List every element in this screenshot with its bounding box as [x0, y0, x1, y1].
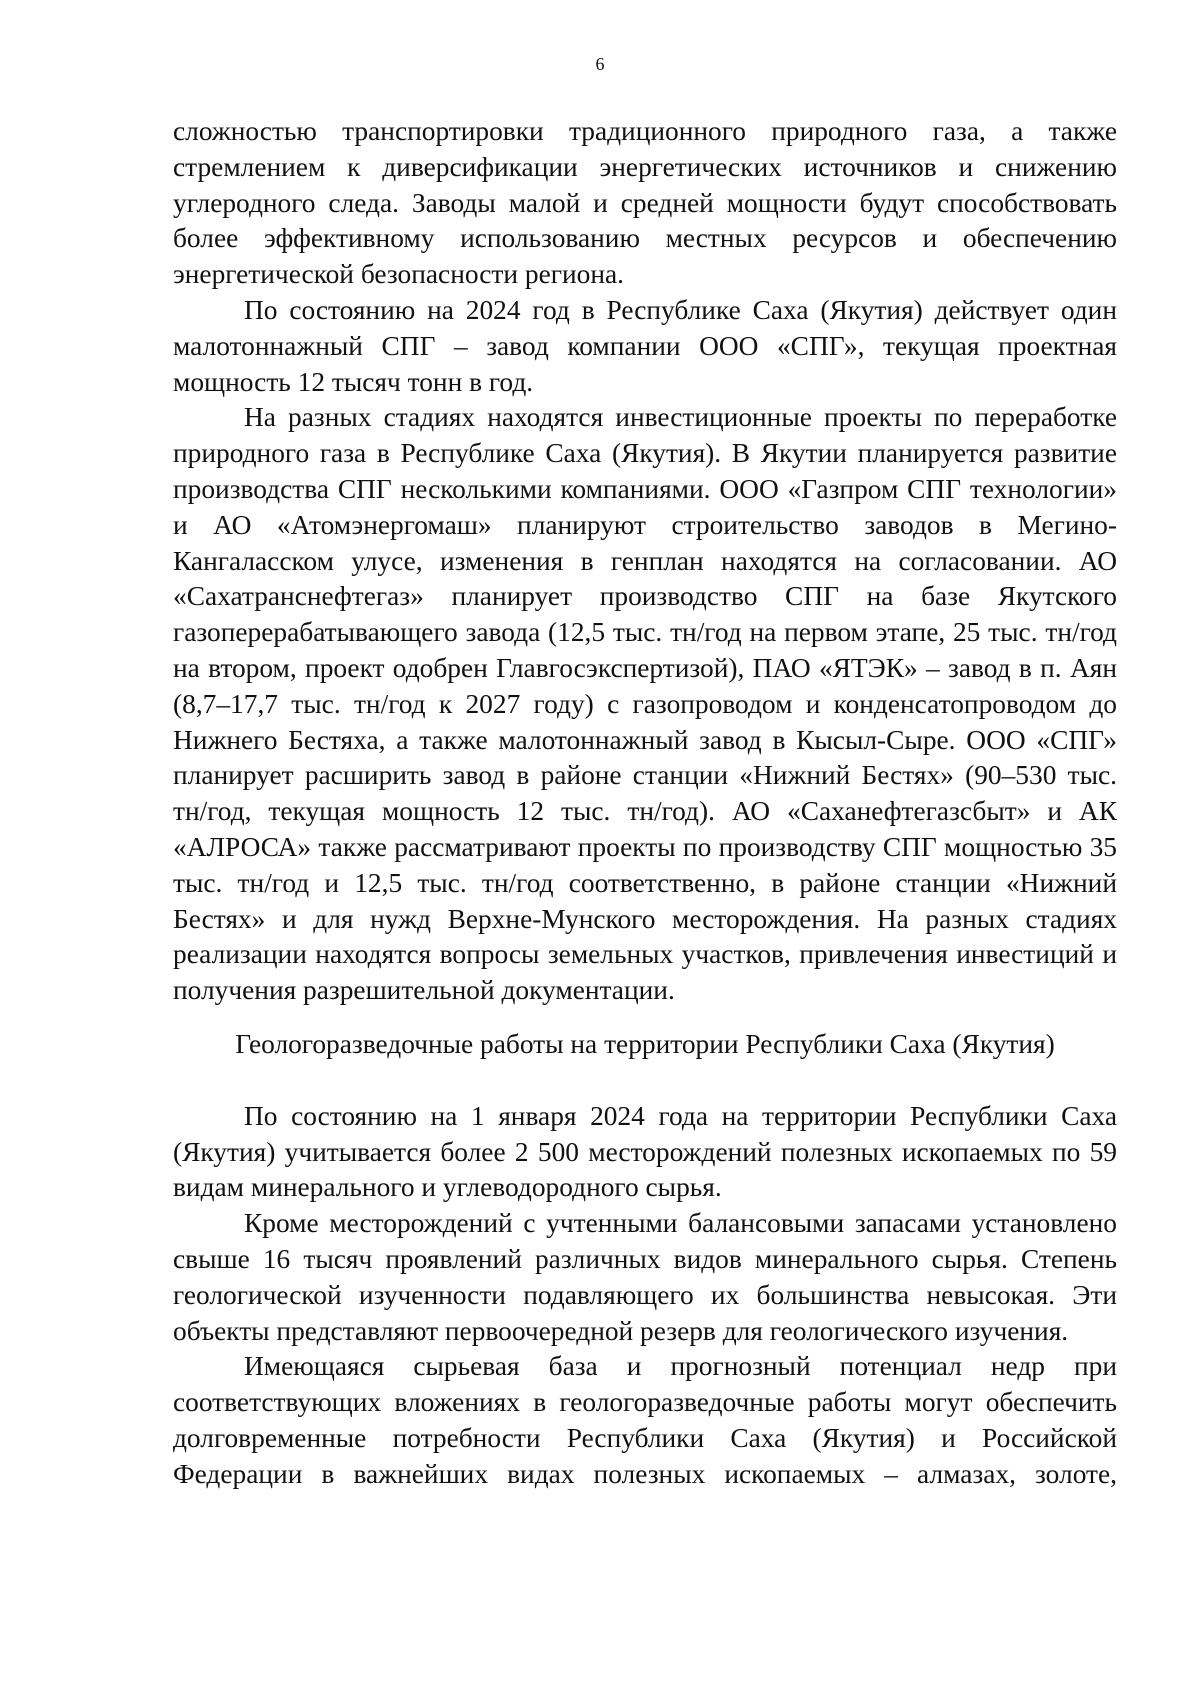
paragraph-deposits: По состоянию на 1 января 2024 года на территории Республики Саха (Якутия) учитывается более 2 500 месторождений полезных ископаемых по 59 видам минерального и углеводородного сырья.: [173, 1100, 1117, 1203]
section-heading: Геологоразведочные работы на территории Республики Саха (Якутия): [235, 1028, 1055, 1059]
page-number: 6: [595, 54, 605, 74]
paragraph-lng-plant: По состоянию на 2024 год в Республике Саха (Якутия) действует один малотоннажный СПГ – завод компании ООО «СПГ», текущая проектная мощность 12 тысяч тонн в год.: [173, 294, 1117, 397]
document-body: [173, 114, 1117, 1492]
paragraph-manifestations: Кроме месторождений с учтенными балансовыми запасами установлено свыше 16 тысяч проявлений различных видов минерального сырья. Степень геологической изученности подавляющего их большинства невысокая. Эти объекты представляют первоочередной резерв для геологического изучения.: [173, 1208, 1117, 1346]
paragraph-investment-projects: На разных стадиях находятся инвестиционные проекты по переработке природного газа в Республике Саха (Якутия). В Якутии планируется развитие производства СПГ несколькими компаниями. ООО «Газпром СПГ технологии» и АО «Атомэнергомаш» планируют строительство заводов в Мегино-Кангаласском улусе, изменения в генплан находятся на согласовании. АО «Сахатранснефтегаз» планирует производство СПГ на базе Якутского газоперерабатывающего завода (12,5 тыс. тн/год на первом этапе, 25 тыс. тн/год на втором, проект одобрен Главгосэкспертизой), ПАО «ЯТЭК» – завод в п. Аян (8,7–17,7 тыс. тн/год к 2027 году) с газопроводом и конденсатопроводом до Нижнего Бестяха, а также малотоннажный завод в Кысыл-Сыре. ООО «СПГ» планирует расширить завод в районе станции «Нижний Бестях» (90–530 тыс. тн/год, текущая мощность 12 тыс. тн/год). АО «Саханефтегазсбыт» и АК «АЛРОСА» также рассматривают проекты по производству СПГ мощностью 35 тыс. тн/год и 12,5 тыс. тн/год соответственно, в районе станции «Нижний Бестях» и для нужд Верхне-Мунского месторождения. На разных стадиях реализации находятся вопросы земельных участков, привлечения инвестиций и получения разрешительной документации.: [173, 402, 1117, 1006]
paragraph-continuation: сложностью транспортировки традиционного природного газа, а также стремлением к диверсификации энергетических источников и снижению углеродного следа. Заводы малой и средней мощности будут способствовать более эффективному использованию местных ресурсов и обеспечению энергетической безопасности региона.: [173, 116, 1117, 290]
paragraph-resource-base: Имеющаяся сырьевая база и прогнозный потенциал недр при соответствующих вложениях в геологоразведочные работы могут обеспечить долговременные потребности Республики Саха (Якутия) и Российской Федерации в важнейших видах полезных ископаемых – алмазах, золоте,: [173, 1351, 1117, 1489]
